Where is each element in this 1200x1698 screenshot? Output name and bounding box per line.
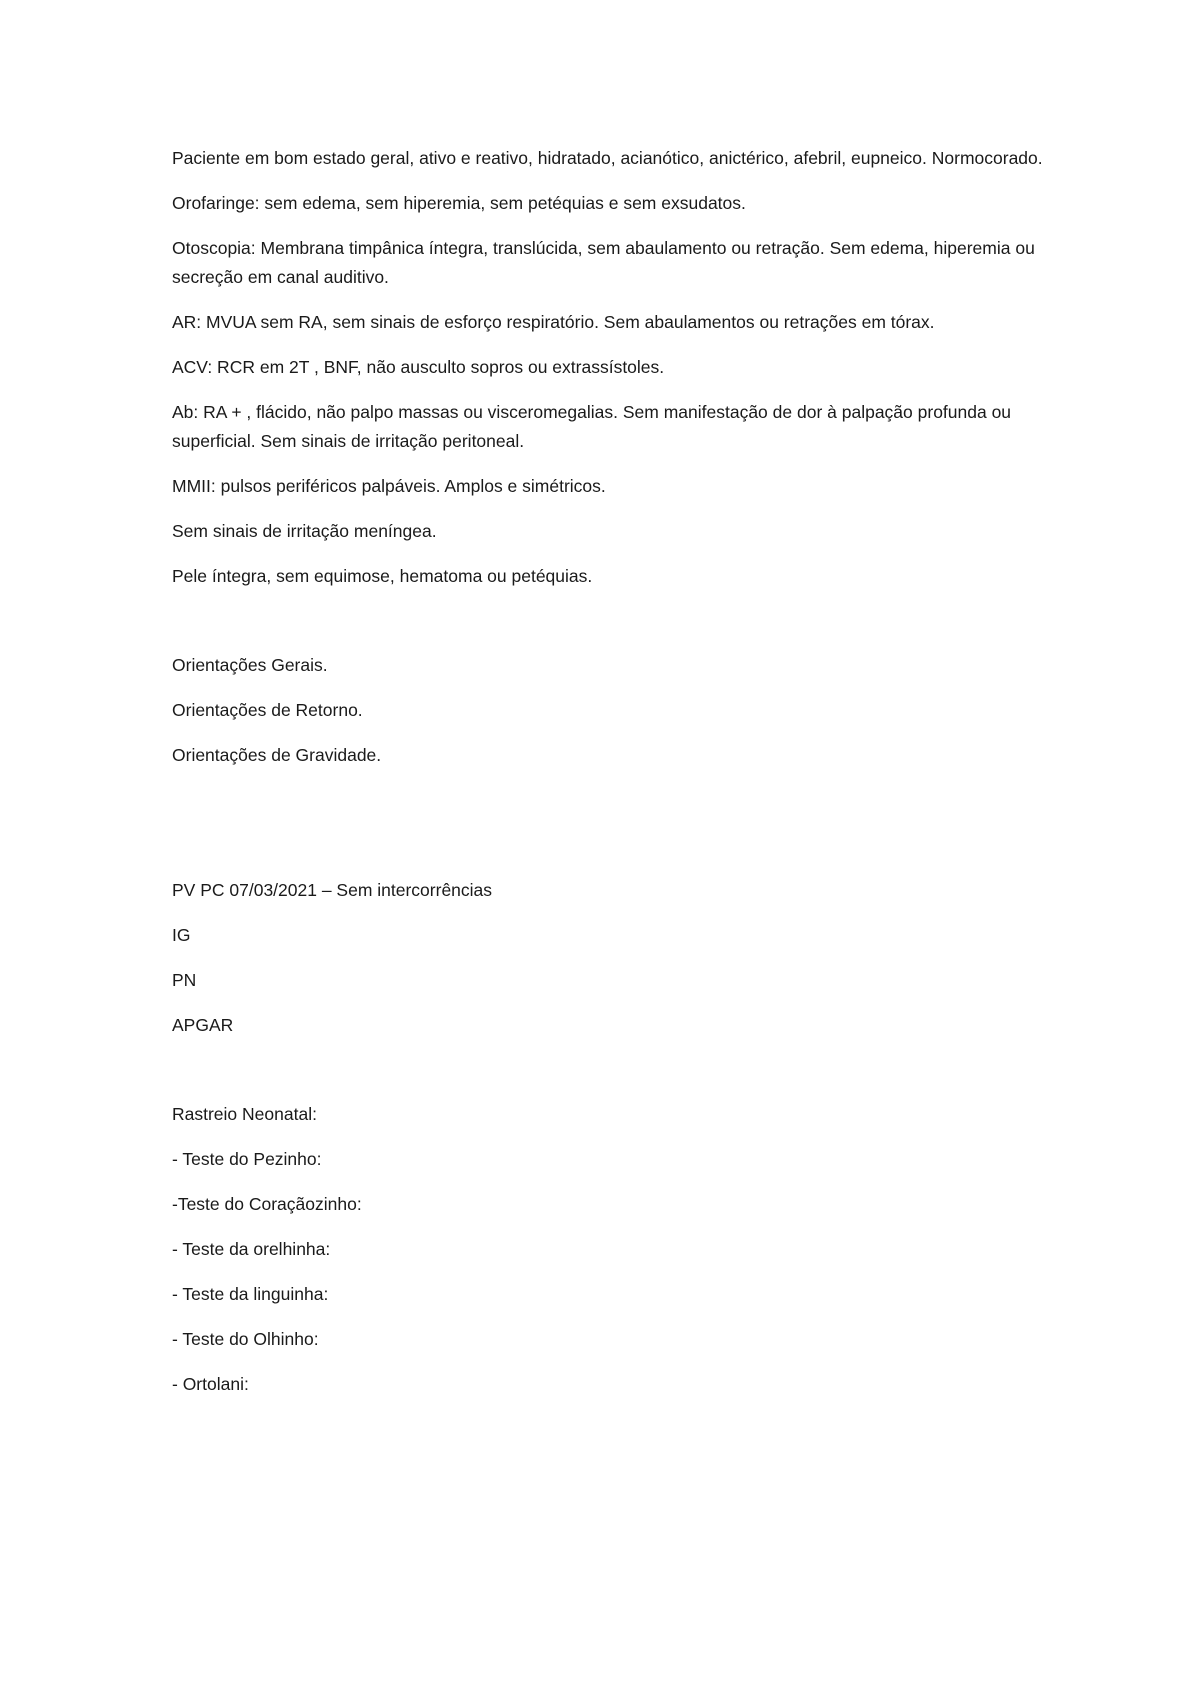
exam-mmii: MMII: pulsos periféricos palpáveis. Amplos e simétricos. — [172, 476, 606, 496]
orientacoes-gerais: Orientações Gerais. — [172, 655, 328, 675]
exam-otoscopia: Otoscopia: Membrana timpânica íntegra, translúcida, sem abaulamento ou retração. Sem edema, hiperemia ou secreção em canal auditivo. — [172, 238, 1035, 287]
rastreio-item-ortolani: - Ortolani: — [172, 1374, 249, 1394]
exam-meningea: Sem sinais de irritação meníngea. — [172, 521, 437, 541]
rastreio-item-coracaozinho: -Teste do Coraçãozinho: — [172, 1194, 362, 1214]
orientacoes-retorno: Orientações de Retorno. — [172, 700, 363, 720]
nascimento-pv-pc: PV PC 07/03/2021 – Sem intercorrências — [172, 880, 493, 900]
exam-ab: Ab: RA + , flácido, não palpo massas ou visceromegalias. Sem manifestação de dor à palpação profunda ou superficial. Sem sinais de irritação peritoneal. — [172, 402, 1012, 451]
blank-line — [172, 607, 1052, 651]
document-body — [172, 144, 1052, 1415]
rastreio-item-orelhinha: - Teste da orelhinha: — [172, 1239, 331, 1259]
orientacoes-gravidade: Orientações de Gravidade. — [172, 745, 382, 765]
blank-lines — [172, 786, 1052, 876]
exam-general: Paciente em bom estado geral, ativo e reativo, hidratado, acianótico, anictérico, afebril, eupneico. Normocorado. — [172, 148, 1043, 168]
nascimento-apgar: APGAR — [172, 1015, 234, 1035]
rastreio-item-pezinho: - Teste do Pezinho: — [172, 1149, 322, 1169]
rastreio-item-linguinha: - Teste da linguinha: — [172, 1284, 329, 1304]
exam-ar: AR: MVUA sem RA, sem sinais de esforço respiratório. Sem abaulamentos ou retrações em tórax. — [172, 312, 935, 332]
rastreio-title: Rastreio Neonatal: — [172, 1104, 317, 1124]
exam-orofaringe: Orofaringe: sem edema, sem hiperemia, sem petéquias e sem exsudatos. — [172, 193, 746, 213]
nascimento-pn: PN — [172, 970, 197, 990]
exam-acv: ACV: RCR em 2T , BNF, não ausculto sopros ou extrassístoles. — [172, 357, 665, 377]
nascimento-ig: IG — [172, 925, 191, 945]
exam-pele: Pele íntegra, sem equimose, hematoma ou petéquias. — [172, 566, 593, 586]
blank-line — [172, 1056, 1052, 1100]
rastreio-item-olhinho: - Teste do Olhinho: — [172, 1329, 319, 1349]
